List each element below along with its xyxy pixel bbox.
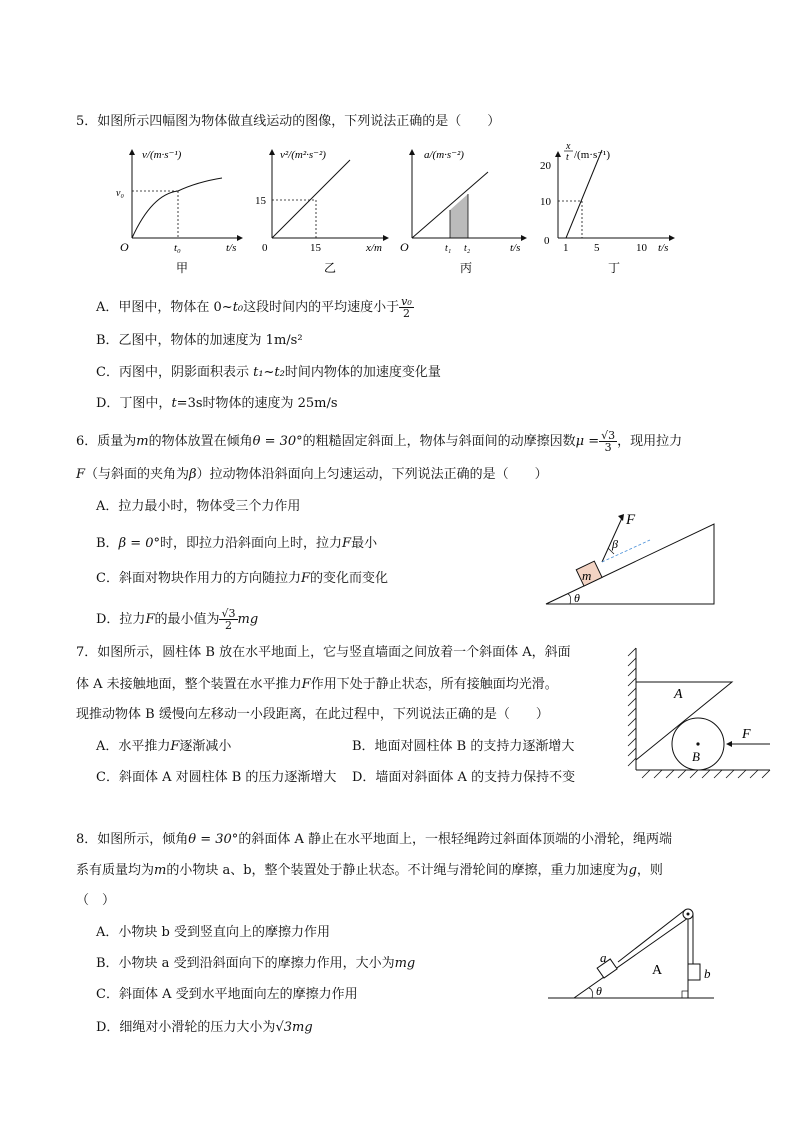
caption-yi: 乙 [324,261,337,275]
q6-option-c[interactable]: C．斜面对物块作用力的方向随拉力F的变化而变化 [96,571,388,586]
origin-label: 0 [262,242,268,254]
velocity-curve [132,178,222,238]
q7-stem-line3: 现推动物体 B 缓慢向左移动一小段距离，在此过程中，下列说法正确的是（ ） [76,707,549,722]
fraction-sqrt3-over-2: $\frac{√3}{2}$ [221,607,236,632]
caption-ding: 丁 [608,261,621,275]
q8-option-a[interactable]: A．小物块 b 受到竖直向上的摩擦力作用 [96,925,330,940]
caption-jia: 甲 [176,261,189,275]
origin-label: O [120,240,129,254]
y-label: a/(m·s⁻²) [424,149,464,161]
q8-stem-line3: （ ） [76,893,116,908]
x-label: t/s [658,242,669,254]
incline [546,524,714,604]
q8-option-b[interactable]: B．小物块 a 受到沿斜面向下的摩擦力作用，大小为mg [96,956,416,971]
q7-stem-line2: 体 A 未接触地面，整个装置在水平推力F作用下处于静止状态，所有接触面均光滑。 [76,677,558,692]
pulley-incline-figure-q8 [548,902,718,1008]
q6-option-d[interactable]: D．拉力F的最小值为 $\frac{√3}{2}$ mg [96,607,259,632]
y-label-num: x [566,141,571,152]
ytick-10: 10 [540,196,551,208]
q5-stem: 5．如图所示四幅图为物体做直线运动的图像，下列说法正确的是（ ） [76,114,501,129]
xtick-t2: t₂ [464,243,471,254]
theta-label: θ [596,984,602,998]
fraction-v0-over-2: $\frac{\text{v₀}}{2}$ [401,295,412,320]
label-a: a [600,950,607,965]
x-label: x/m [366,242,382,254]
q7-stem-line1: 7．如图所示，圆柱体 B 放在水平地面上，它与竖直墙面之间放着一个斜面体 A，斜面 [76,645,571,660]
fraction-mu: $\frac{√3}{3}$ [601,429,616,454]
xt-line [566,150,602,238]
caption-bing: 丙 [460,261,473,275]
xtick-t0: t₀ [174,242,181,254]
y-label-unit: /(m·s⁻¹) [574,149,610,161]
xtick-10: 10 [636,242,647,254]
beta-label: β [612,537,618,551]
q7-option-a[interactable]: A．水平推力F逐渐减小 [96,739,232,754]
incline-figure-q6 [540,508,720,608]
shaded-area [450,194,468,238]
x-label: t/s [510,242,521,254]
force-label: F [626,512,636,528]
label-a: A [674,687,683,702]
q8-stem-line1: 8．如图所示，倾角θ = 30°的斜面体 A 静止在水平地面上，一根轻绳跨过斜面体顶端的小滑轮，绳两端 [76,832,672,847]
label-b: B [692,749,700,764]
origin-label: O [400,240,409,254]
graph-bing [398,144,538,280]
q8-option-d[interactable]: D．细绳对小滑轮的压力大小为√3mg [96,1020,313,1035]
xtick-1: 1 [563,242,569,254]
xtick-t1: t₁ [445,243,452,254]
graph-ding [538,138,684,280]
xtick-15: 15 [310,242,321,254]
q8-option-c[interactable]: C．斜面体 A 受到水平地面向左的摩擦力作用 [96,987,358,1002]
y-label-den: t [566,152,569,163]
q6-option-a[interactable]: A．拉力最小时，物体受三个力作用 [96,499,301,514]
wall-cylinder-figure-q7 [622,644,774,784]
v2-line [272,160,350,238]
q7-option-c[interactable]: C．斜面体 A 对圆柱体 B 的压力逐渐增大 [96,770,337,785]
q5-option-c[interactable]: C．丙图中，阴影面积表示 t₁~t₂时间内物体的加速度变化量 [96,365,441,380]
rope-a [618,910,685,962]
block-label: m [582,568,592,583]
x-label: t/s [226,242,237,254]
force-label: F [742,727,751,742]
y-label: v/(m·s⁻¹) [142,149,182,161]
graph-jia [112,144,252,280]
label-b: b [704,966,711,981]
q5-option-a[interactable]: A．甲图中，物体在 0~t₀这段时间内的平均速度小于 $\frac{\text{v₀}}{2}$ [96,295,412,320]
q8-stem-line2: 系有质量均为m的小物块 a、b，整个装置处于静止状态。不计绳与滑轮间的摩擦，重力加速度为g，则 [76,863,663,878]
ytick-v0: v₀ [116,188,124,199]
origin-label: 0 [544,235,550,247]
q5-option-b[interactable]: B．乙图中，物体的加速度为 1m/s² [96,333,303,348]
block-b [688,964,700,980]
q6-stem-line1: 6．质量为m的物体放置在倾角θ = 30°的粗糙固定斜面上，物体与斜面间的动摩擦因数μ = $\frac{√3}{3}$ ，现用拉力 [76,429,683,454]
ytick-20: 20 [540,160,551,172]
q7-option-b[interactable]: B．地面对圆柱体 B 的支持力逐渐增大 [352,739,575,754]
q6-stem-line2: F（与斜面的夹角为β）拉动物体沿斜面向上匀速运动，下列说法正确的是（ ） [76,467,548,482]
q7-option-d[interactable]: D．墙面对斜面体 A 的支持力保持不变 [352,770,576,785]
incline-a [574,918,688,998]
theta-label: θ [574,591,580,605]
q6-option-b[interactable]: B．β = 0°时，即拉力沿斜面向上时，拉力F最小 [96,536,378,551]
graph-yi [254,144,394,280]
label-A: A [652,963,663,978]
xtick-5: 5 [594,242,600,254]
ytick-15: 15 [255,195,266,207]
q5-option-d[interactable]: D．丁图中，t=3s时物体的速度为 25m/s [96,396,338,411]
y-label: v²/(m²·s⁻²) [280,149,326,161]
